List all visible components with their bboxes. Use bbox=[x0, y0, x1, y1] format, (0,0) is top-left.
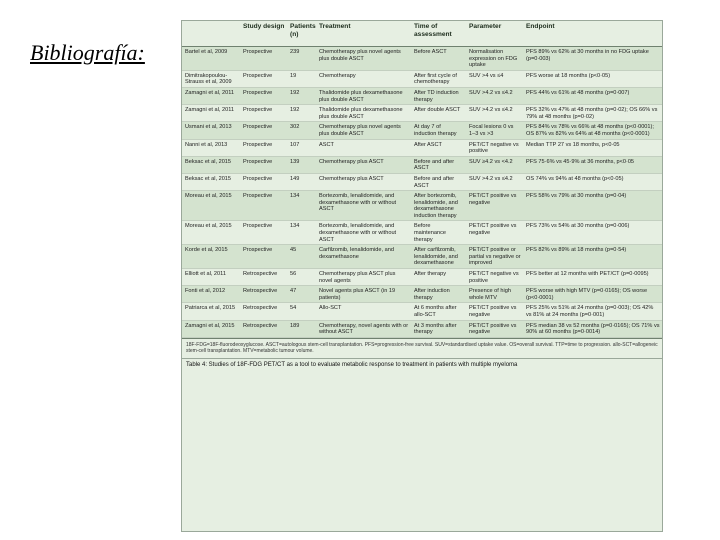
cell-study-design: Retrospective bbox=[240, 320, 287, 337]
cell-study-design: Prospective bbox=[240, 245, 287, 269]
studies-table bbox=[182, 21, 662, 338]
table-row bbox=[182, 320, 662, 337]
cell-patients: 239 bbox=[287, 47, 316, 71]
cell-time-of-assessment: At 3 months after therapy bbox=[411, 320, 466, 337]
cell-endpoint: PFS 89% vs 62% at 30 months in no FDG uptake (p=0·003) bbox=[523, 47, 662, 71]
cell-study: Usmani et al, 2013 bbox=[182, 122, 240, 139]
cell-study: Korde et al, 2015 bbox=[182, 245, 240, 269]
cell-patients: 19 bbox=[287, 70, 316, 87]
cell-treatment: Carfilzomib, lenalidomide, and dexamethasone bbox=[316, 245, 411, 269]
header-patients: Patients (n) bbox=[287, 21, 316, 47]
cell-treatment: Chemotherapy plus ASCT bbox=[316, 156, 411, 173]
cell-patients: 56 bbox=[287, 269, 316, 286]
cell-study-design: Prospective bbox=[240, 87, 287, 104]
cell-endpoint: PFS worse with high MTV (p=0·0165); OS worse (p<0·0001) bbox=[523, 286, 662, 303]
cell-treatment: Chemotherapy plus novel agents plus double ASCT bbox=[316, 47, 411, 71]
table-row bbox=[182, 286, 662, 303]
cell-treatment: Bortezomib, lenalidomide, and dexamethasone with or without ASCT bbox=[316, 221, 411, 245]
cell-endpoint: PFS better at 12 months with PET/CT (p=0·0095) bbox=[523, 269, 662, 286]
cell-patients: 192 bbox=[287, 105, 316, 122]
cell-time-of-assessment: Before maintenance therapy bbox=[411, 221, 466, 245]
header-study-design: Study design bbox=[240, 21, 287, 47]
table-caption: Table 4: Studies of 18F-FDG PET/CT as a tool to evaluate metabolic response to treatment in patients with multiple myeloma bbox=[182, 358, 662, 372]
cell-time-of-assessment: After bortezomib, lenalidomide, and dexamethasone induction therapy bbox=[411, 191, 466, 221]
cell-study: Dimitrakopoulou-Strauss et al, 2009 bbox=[182, 70, 240, 87]
cell-study: Nanni et al, 2013 bbox=[182, 139, 240, 156]
table-document bbox=[181, 20, 663, 532]
cell-parameter: PET/CT positive vs negative bbox=[466, 191, 523, 221]
cell-parameter: SUV ≥4.2 vs <4.2 bbox=[466, 156, 523, 173]
cell-parameter: PET/CT positive vs negative bbox=[466, 221, 523, 245]
cell-parameter: PET/CT positive vs negative bbox=[466, 320, 523, 337]
cell-endpoint: PFS 25% vs 51% at 24 months (p=0·003); OS 42% vs 81% at 24 months (p=0·001) bbox=[523, 303, 662, 320]
cell-study-design: Prospective bbox=[240, 70, 287, 87]
cell-study-design: Prospective bbox=[240, 122, 287, 139]
cell-time-of-assessment: At 6 months after allo-SCT bbox=[411, 303, 466, 320]
cell-treatment: Chemotherapy plus ASCT bbox=[316, 173, 411, 190]
cell-study: Zamagni et al, 2015 bbox=[182, 320, 240, 337]
cell-time-of-assessment: Before ASCT bbox=[411, 47, 466, 71]
cell-study-design: Retrospective bbox=[240, 303, 287, 320]
header-endpoint: Endpoint bbox=[523, 21, 662, 47]
cell-parameter: SUV >4.2 vs ≤4.2 bbox=[466, 87, 523, 104]
table-body bbox=[182, 47, 662, 338]
cell-study: Bartel et al, 2009 bbox=[182, 47, 240, 71]
table-row bbox=[182, 221, 662, 245]
table-row bbox=[182, 122, 662, 139]
cell-study-design: Prospective bbox=[240, 173, 287, 190]
cell-treatment: Chemotherapy, novel agents with or without ASCT bbox=[316, 320, 411, 337]
cell-endpoint: PFS 73% vs 54% at 30 months (p=0·006) bbox=[523, 221, 662, 245]
cell-study: Fonti et al, 2012 bbox=[182, 286, 240, 303]
cell-patients: 45 bbox=[287, 245, 316, 269]
table-row bbox=[182, 105, 662, 122]
header-study bbox=[182, 21, 240, 47]
cell-treatment: Thalidomide plus dexamethasone plus double ASCT bbox=[316, 105, 411, 122]
cell-patients: 189 bbox=[287, 320, 316, 337]
cell-parameter: Presence of high whole MTV bbox=[466, 286, 523, 303]
cell-parameter: SUV >4.2 vs ≤4.2 bbox=[466, 105, 523, 122]
cell-patients: 47 bbox=[287, 286, 316, 303]
cell-treatment: Thalidomide plus dexamethasone plus double ASCT bbox=[316, 87, 411, 104]
table-row bbox=[182, 47, 662, 71]
cell-patients: 134 bbox=[287, 191, 316, 221]
table-row bbox=[182, 303, 662, 320]
cell-patients: 139 bbox=[287, 156, 316, 173]
cell-endpoint: PFS median 38 vs 52 months (p=0·0165); OS 71% vs 90% at 60 months (p=0·0014) bbox=[523, 320, 662, 337]
table-header-row bbox=[182, 21, 662, 47]
table-row bbox=[182, 87, 662, 104]
cell-treatment: Chemotherapy plus ASCT plus novel agents bbox=[316, 269, 411, 286]
cell-parameter: SUV >4 vs ≤4 bbox=[466, 70, 523, 87]
header-treatment: Treatment bbox=[316, 21, 411, 47]
cell-patients: 149 bbox=[287, 173, 316, 190]
table-row bbox=[182, 191, 662, 221]
table-row bbox=[182, 269, 662, 286]
cell-study-design: Prospective bbox=[240, 191, 287, 221]
cell-time-of-assessment: At day 7 of induction therapy bbox=[411, 122, 466, 139]
cell-parameter: PET/CT positive vs negative bbox=[466, 303, 523, 320]
cell-parameter: Normalisation expression on FDG uptake bbox=[466, 47, 523, 71]
cell-time-of-assessment: After first cycle of chemotherapy bbox=[411, 70, 466, 87]
cell-endpoint: PFS 75·6% vs 45·9% at 36 months, p<0·05 bbox=[523, 156, 662, 173]
cell-treatment: Bortezomib, lenalidomide, and dexamethasone with or without ASCT bbox=[316, 191, 411, 221]
cell-patients: 54 bbox=[287, 303, 316, 320]
table-row bbox=[182, 70, 662, 87]
cell-study: Beksac et al, 2015 bbox=[182, 156, 240, 173]
cell-time-of-assessment: After double ASCT bbox=[411, 105, 466, 122]
cell-parameter: SUV >4.2 vs ≤4.2 bbox=[466, 173, 523, 190]
cell-endpoint: PFS 82% vs 89% at 18 months (p=0·54) bbox=[523, 245, 662, 269]
cell-parameter: Focal lesions 0 vs 1–3 vs >3 bbox=[466, 122, 523, 139]
cell-patients: 107 bbox=[287, 139, 316, 156]
cell-study-design: Prospective bbox=[240, 221, 287, 245]
cell-study: Moreau et al, 2015 bbox=[182, 191, 240, 221]
cell-treatment: Chemotherapy plus novel agents plus double ASCT bbox=[316, 122, 411, 139]
cell-study: Beksac et al, 2015 bbox=[182, 173, 240, 190]
cell-endpoint: PFS 44% vs 61% at 48 months (p=0·007) bbox=[523, 87, 662, 104]
header-parameter: Parameter bbox=[466, 21, 523, 47]
cell-endpoint: PFS 32% vs 47% at 48 months (p=0·02); OS 66% vs 79% at 48 months (p=0·02) bbox=[523, 105, 662, 122]
cell-parameter: PET/CT negative vs positive bbox=[466, 139, 523, 156]
cell-endpoint: PFS 84% vs 78% vs 66% at 48 months (p<0·0001); OS 87% vs 82% vs 64% at 48 months (p<0·0001) bbox=[523, 122, 662, 139]
cell-treatment: Allo-SCT bbox=[316, 303, 411, 320]
cell-endpoint: Median TTP 27 vs 18 months, p<0·05 bbox=[523, 139, 662, 156]
table-row bbox=[182, 245, 662, 269]
cell-treatment: ASCT bbox=[316, 139, 411, 156]
cell-study: Elliott et al, 2011 bbox=[182, 269, 240, 286]
cell-study-design: Retrospective bbox=[240, 286, 287, 303]
cell-study-design: Prospective bbox=[240, 105, 287, 122]
cell-time-of-assessment: After ASCT bbox=[411, 139, 466, 156]
table-footnote: 18F-FDG=18F-fluorodeoxyglucose. ASCT=autologous stem-cell transplantation. PFS=progression-free survival. SUV=standardised uptake value. OS=overall survival. TTP=time to progression. allo-SCT=allogeneic stem-cell transplantation. MTV=metabolic tumour volume. bbox=[182, 338, 662, 358]
table-row bbox=[182, 173, 662, 190]
cell-endpoint: PFS worse at 18 months (p<0·05) bbox=[523, 70, 662, 87]
cell-study: Patriarca et al, 2015 bbox=[182, 303, 240, 320]
cell-study-design: Prospective bbox=[240, 47, 287, 71]
cell-parameter: PET/CT negative vs positive bbox=[466, 269, 523, 286]
slide-title: Bibliografía: bbox=[30, 40, 145, 65]
table-row bbox=[182, 139, 662, 156]
cell-study-design: Prospective bbox=[240, 156, 287, 173]
cell-time-of-assessment: Before and after ASCT bbox=[411, 173, 466, 190]
table-row bbox=[182, 156, 662, 173]
cell-parameter: PET/CT positive or partial vs negative or improved bbox=[466, 245, 523, 269]
cell-time-of-assessment: After carfilzomib, lenalidomide, and dexamethasone bbox=[411, 245, 466, 269]
cell-time-of-assessment: After induction therapy bbox=[411, 286, 466, 303]
cell-endpoint: PFS 58% vs 79% at 30 months (p=0·04) bbox=[523, 191, 662, 221]
cell-patients: 134 bbox=[287, 221, 316, 245]
cell-time-of-assessment: After therapy bbox=[411, 269, 466, 286]
cell-endpoint: OS 74% vs 94% at 48 months (p<0·05) bbox=[523, 173, 662, 190]
cell-study: Moreau et al, 2015 bbox=[182, 221, 240, 245]
cell-patients: 192 bbox=[287, 87, 316, 104]
cell-treatment: Novel agents plus ASCT (in 19 patients) bbox=[316, 286, 411, 303]
cell-study-design: Prospective bbox=[240, 139, 287, 156]
cell-study: Zamagni et al, 2011 bbox=[182, 105, 240, 122]
cell-time-of-assessment: Before and after ASCT bbox=[411, 156, 466, 173]
header-time-of-assessment: Time of assessment bbox=[411, 21, 466, 47]
cell-patients: 302 bbox=[287, 122, 316, 139]
cell-time-of-assessment: After TD induction therapy bbox=[411, 87, 466, 104]
cell-study: Zamagni et al, 2011 bbox=[182, 87, 240, 104]
cell-treatment: Chemotherapy bbox=[316, 70, 411, 87]
cell-study-design: Retrospective bbox=[240, 269, 287, 286]
